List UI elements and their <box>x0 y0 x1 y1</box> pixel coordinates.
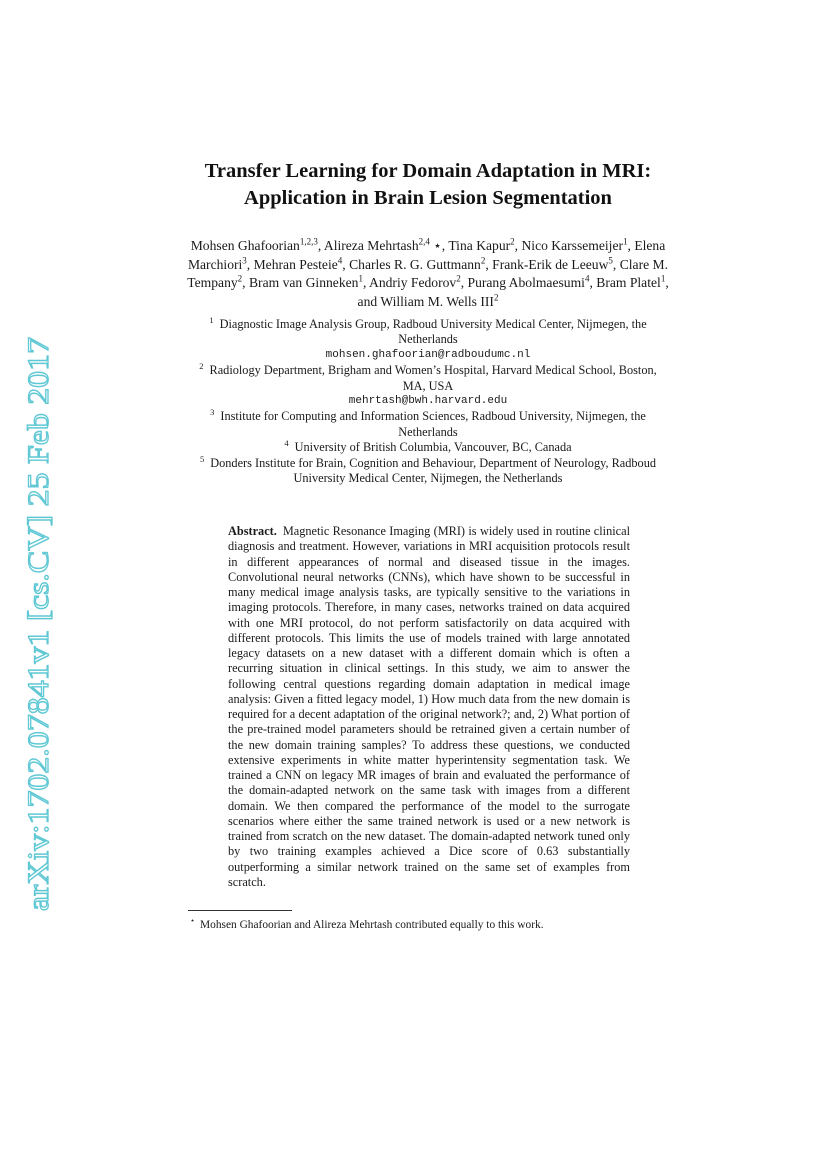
affiliation-text: University of British Columbia, Vancouver, BC, Canada <box>294 440 572 455</box>
affiliation-number: 3 <box>210 407 215 418</box>
author-list: Mohsen Ghafoorian$^{1,2,3}$, Alireza Mehrtash$^{2,4}$ ⋆, Tina Kapur$^2$, Nico Karssemeijer$^1$, Elena Marchiori$^3$, Mehran Pesteie$^4$, Charles R. G. Guttmann$^2$, Frank-Erik de Leeuw$^5$, Clare M. Tempany$^2$, Bram van Ginneken$^1$, Andriy Fedorov$^2$, Purang Abolmaesumi$^4$, Bram Platel$^1$, and William M. Wells III$^2$ <box>187 236 669 309</box>
affiliation-text: Donders Institute for Brain, Cognition and Behaviour, Department of Neurology, Radboud University Medical Center, Nijmegen, the Netherlands <box>210 455 656 486</box>
paper-title: Transfer Learning for Domain Adaptation in MRI: Application in Brain Lesion Segmentation <box>204 160 652 209</box>
abstract-label: Abstract. <box>228 524 277 538</box>
affiliation-number: 2 <box>199 361 204 372</box>
affiliation-list <box>190 314 666 486</box>
author-name: William M. Wells III <box>380 293 494 309</box>
affiliation-email: mohsen.ghafoorian@radboudumc.nl <box>325 348 531 361</box>
author-affiliation-mark: 3 <box>242 255 247 266</box>
author-affiliation-mark: 1 <box>660 273 666 284</box>
author-affiliation-mark: 2 <box>480 255 486 266</box>
author-affiliation-mark: 4 <box>584 273 590 284</box>
author-affiliation-mark: 5 <box>608 255 613 266</box>
author <box>596 275 665 290</box>
author-name: Elena Marchiori <box>187 238 666 272</box>
author-affiliation-mark: 2 <box>456 273 461 284</box>
author-name: Mehran Pesteie <box>253 256 338 272</box>
author-name: Alireza Mehrtash <box>323 238 419 253</box>
affiliation <box>190 409 666 440</box>
abstract <box>228 524 630 890</box>
author-affiliation-mark: 2 <box>493 292 499 303</box>
footnote-text: Mohsen Ghafoorian and Alireza Mehrtash contributed equally to this work. <box>200 918 544 931</box>
author-name: Purang Abolmaesumi <box>467 275 585 291</box>
author-name: Mohsen Ghafoorian <box>190 238 300 253</box>
author <box>249 275 363 290</box>
affiliation <box>190 453 666 487</box>
affiliation <box>190 314 666 348</box>
author <box>349 257 485 272</box>
arxiv-stamp <box>16 333 56 913</box>
author-affiliation-mark: 2 <box>510 236 515 247</box>
author: and William M. Wells III$^2$ <box>357 292 499 309</box>
author-name: Charles R. G. Guttmann <box>349 256 481 272</box>
author <box>468 275 590 290</box>
author-name: Clare M. Tempany <box>187 256 669 291</box>
author <box>191 238 318 253</box>
footnote-rule <box>188 910 292 911</box>
author-name: Tina Kapur <box>448 238 511 253</box>
arxiv-stamp-graphic <box>16 333 56 913</box>
footnote <box>190 913 650 933</box>
affiliation-number: 4 <box>284 438 289 449</box>
author-footnote-mark: ⋆ <box>433 238 442 253</box>
author <box>492 257 613 272</box>
author-affiliation-mark: 2 <box>237 273 243 284</box>
author-name: Andriy Fedorov <box>369 275 457 291</box>
author <box>369 275 461 290</box>
footnote-mark: ⋆ <box>190 916 196 925</box>
author-affiliation-mark: 1 <box>358 273 363 284</box>
author-name: Frank-Erik de Leeuw <box>492 256 609 272</box>
author-affiliation-mark: 1,2,3 <box>299 236 318 247</box>
author <box>324 238 442 253</box>
abstract-text: Magnetic Resonance Imaging (MRI) is widely used in routine clinical diagnosis and treatment. However, variations in MRI acquisition protocols result in different appearances of normal and diseased tissue in the images. Convolutional neural networks (CNNs), which have shown to be successful in many medical image analysis tasks, are typically sensitive to the variations in imaging protocols. Therefore, in many cases, networks trained on data acquired with one MRI protocol, do not perform satisfactorily on data acquired with different protocols. This limits the use of models trained with large annotated legacy datasets on a new dataset with a different domain which is often a recurring situation in clinical settings. In this study, we aim to answer the following central questions regarding domain adaptation in medical image analysis: Given a fitted legacy model, 1) How much data from the new domain is required for a decent adaptation of the original network?; and, 2) What portion of the pre-trained model parameters should be retrained given a certain number of the new domain training samples? To address these questions, we conducted extensive experiments in white matter hyperintensity segmentation task. We trained a CNN on legacy MR images of brain and evaluated the performance of the domain-adapted network on the same task with images from a different domain. We then compared the performance of the model to the surrogate scenarios where either the same trained network is used or a new network is trained from scratch on the new dataset. The domain-adapted network tuned only by two training examples achieved a Dice score of 0.63 substantially outperforming a similar network trained on the same set of examples from scratch. <box>228 524 630 889</box>
affiliation-text: Diagnostic Image Analysis Group, Radboud University Medical Center, Nijmegen, the Netherlands <box>219 317 647 347</box>
author-affiliation-mark: 4 <box>337 255 343 266</box>
affiliation-email: mehrtash@bwh.harvard.edu <box>348 395 508 408</box>
affiliation <box>190 363 666 394</box>
affiliation-text: Institute for Computing and Information Sciences, Radboud University, Nijmegen, the Netherlands <box>220 409 646 439</box>
author-affiliation-mark: 2,4 <box>418 236 430 247</box>
author <box>521 238 627 253</box>
author-name: Bram Platel <box>596 275 661 291</box>
author <box>254 257 343 272</box>
author <box>448 238 514 253</box>
author-name: Bram van Ginneken <box>248 275 359 291</box>
arxiv-stamp-text: arXiv:1702.07841v1 [cs.CV] 25 Feb 2017 <box>22 402 55 911</box>
author-affiliation-mark: 1 <box>623 236 628 247</box>
affiliation <box>190 440 666 455</box>
affiliation-number: 5 <box>200 453 205 464</box>
affiliation-text: Radiology Department, Brigham and Women’s Hospital, Harvard Medical School, Boston, MA, USA <box>209 363 657 393</box>
author-name: Nico Karssemeijer <box>521 238 624 253</box>
affiliation-number: 1 <box>209 314 214 325</box>
